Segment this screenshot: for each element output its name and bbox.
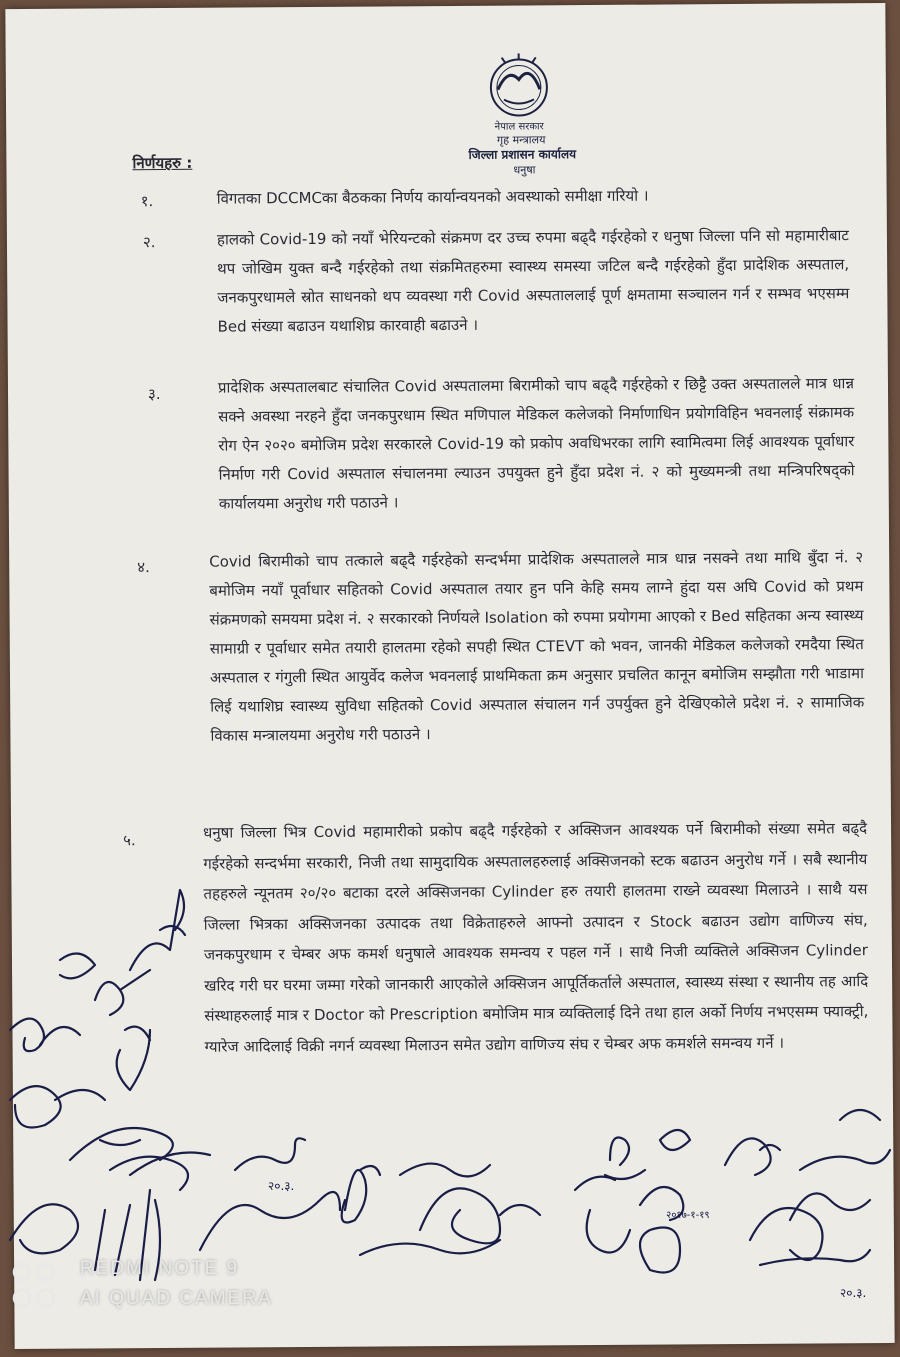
decision-text: धनुषा जिल्ला भित्र Covid महामारीको प्रकोप बढ्दै गईरहेको र अक्सिजन आवश्यक पर्ने बिरामीको संख्या समेत बढ्दै गईरहेको सन्दर्भमा सरकारी, निजी तथा सामुदायिक अस्पतालहरुलाई अक्सिजनको स्टक बढाउन अनुरोध गर्ने । सबै स्थानीय तहहरुले न्यूनतम २०/२० बटाका दरले अक्सिजनका Cylinder हरु तयारी हालतमा राख्ने व्यवस्था मिलाउने । साथै यस जिल्ला भित्रका अक्सिजनका उत्पादक तथा विक्रेताहरुले आफ्नो उत्पादन र Stock बढाउन उद्योग वाणिज्य संघ, जनकपुरधाम र चेम्बर अफ कमर्श धनुषाले आवश्यक समन्वय र पहल गर्ने । साथै निजी व्यक्तिले अक्सिजन Cylinder खरिद गरी घर घरमा जम्मा गरेको जानकारी आएकोले अक्सिजन आपूर्तिकर्ताले अस्पताल, स्वास्थ्य संस्था र स्थानीय तह आदि संस्थाहरुलाई मात्र र Doctor को Prescription बमोजिम मात्र व्यक्तिलाई दिने तथा हाल अर्को निर्णय नभएसम्म फ्याक्ट्री, ग्यारेज आदिलाई विक्री नगर्न व्यवस्था मिलाउन समेत उद्योग वाणिज्य संघ र चेम्बर अफ कमर्शले समन्वय गर्ने । bbox=[203, 819, 869, 1056]
decision-number: २. bbox=[142, 233, 156, 252]
decision-number: १. bbox=[140, 192, 154, 211]
decisions-heading: निर्णयहरु : bbox=[132, 153, 193, 173]
svg-text:जिल्ला प्रशासन कार्यालय: जिल्ला प्रशासन कार्यालय bbox=[468, 147, 577, 162]
decision-number: ५. bbox=[123, 831, 136, 850]
svg-text:धनुषा: धनुषा bbox=[513, 163, 536, 177]
decision-text: हालको Covid-19 को नयाँ भेरियन्टको संक्रमण दर उच्च रुपमा बढ्दै गईरहेको र धनुषा जिल्ला पनि सो महामारीबाट थप जोखिम युक्त बन्दै गईरहेको तथा संक्रमितहरुमा स्वास्थ्य समस्या जटिल बन्दै गईरहेको हुँदा प्रादेशिक अस्पताल, जनकपुरधामले स्रोत साधनको थप व्यवस्था गरी Covid अस्पताललाई पूर्ण क्षमतामा सञ्चालन गर्न र सम्भव भएसम्म Bed संख्या बढाउन यथाशिघ्र कारवाही बढाउने । bbox=[216, 226, 850, 336]
watermark-camera: AI QUAD CAMERA bbox=[80, 1288, 273, 1309]
decision-text: Covid बिरामीको चाप तत्काले बढ्दै गईरहेको सन्दर्भमा प्रादेशिक अस्पतालले मात्र धान्न नसक्ने तथा माथि बुँदा नं. २ बमोजिम नयाँ पूर्वाधार सहितको Covid अस्पताल तयार हुन पनि केहि समय लाग्ने हुंदा यस अघि Covid को प्रथम संक्रमणको समयमा प्रदेश नं. २ सरकारको निर्णयले Isolation को रुपमा प्रयोगमा आएको र Bed सहितका अन्य स्वास्थ्य सामाग्री र पूर्वाधार समेत तयारी हालतमा रहेको सपही स्थित CTEVT को भवन, जानकी मेडिकल कलेजको रमदैया स्थित अस्पताल र गंगुली स्थित आयुर्वेद कलेज भवनलाई प्राथमिकता क्रम अनुसार प्रचलित कानून बमोजिम सम्झौता गरी भाडामा लिई यथाशिघ्र स्वास्थ्य सुविधा सहितको Covid अस्पताल संचालन गर्न उपर्युक्त हुने देखिएकोले प्रदेश नं. २ सामाजिक विकास मन्त्रालयमा अनुरोध गरी पठाउने । bbox=[209, 548, 865, 745]
signature-date-annotation: २०.३. bbox=[268, 1179, 295, 1193]
svg-text:नेपाल सरकार: नेपाल सरकार bbox=[494, 121, 544, 133]
decision-text: विगतका DCCMCका बैठकका निर्णय कार्यान्वयनको अवस्थाको समीक्षा गरियो । bbox=[216, 186, 649, 208]
decision-number: ४. bbox=[137, 558, 150, 577]
document-page bbox=[5, 3, 894, 1349]
decision-number: ३. bbox=[147, 385, 161, 404]
signature-date-annotation: २०.३. bbox=[840, 1286, 867, 1300]
government-seal-stamp bbox=[446, 49, 597, 180]
watermark-device: REDMI NOTE 9 bbox=[80, 1258, 240, 1279]
signature-date-annotation: २०१७-१-१९ bbox=[666, 1210, 710, 1221]
camera-lens-icon bbox=[8, 1260, 68, 1312]
svg-text:गृह मन्त्रालय: गृह मन्त्रालय bbox=[496, 133, 546, 147]
decision-text: प्रादेशिक अस्पतालबाट संचालित Covid अस्पतालमा बिरामीको चाप बढ्दै गईरहेको र छिट्टै उक्त अस्पतालले मात्र धान्न सक्ने अवस्था नरहने हुँदा जनकपुरधाम स्थित मणिपाल मेडिकल कलेजको निर्माणाधिन प्रयोगविहिन भवनलाई संक्रामक रोग ऐन २०२० बमोजिम प्रदेश सरकारले Covid-19 को प्रकोप अवधिभरका लागि स्वामित्वमा लिई आवश्यक पूर्वाधार निर्माण गरी Covid अस्पताल संचालनमा ल्याउन उपयुक्त हुने हुँदा प्रदेश नं. २ को मुख्यमन्त्री तथा मन्त्रिपरिषद्‌को कार्यालयमा अनुरोध गरी पठाउने । bbox=[217, 374, 855, 513]
